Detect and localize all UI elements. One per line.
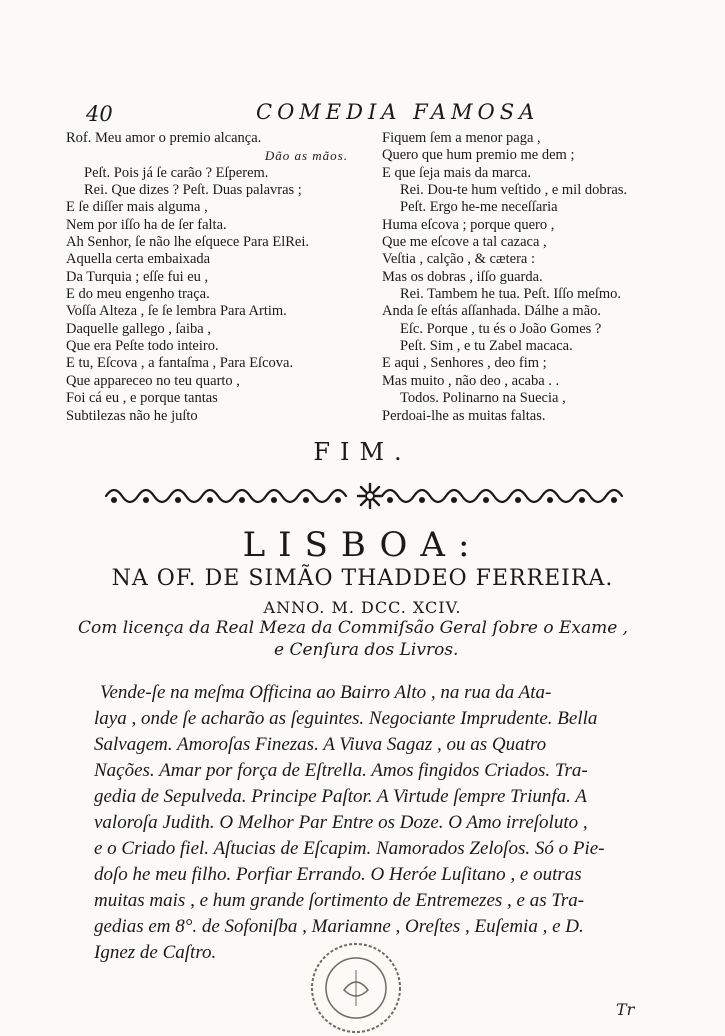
verse-line: Perdoai-lhe as muitas faltas. xyxy=(382,407,546,424)
verse-line: Que appareceo no teu quarto , xyxy=(66,372,240,389)
advertisement-line: Vende-ſe na meſma Officina ao Bairro Alto , na rua da Ata- xyxy=(100,682,552,703)
imprint-printer: NA OF. DE SIMÃO THADDEO FERREIRA. xyxy=(111,566,614,591)
running-title: COMEDIA FAMOSA xyxy=(256,100,540,124)
verse-line: Nem por iſſo ha de ſer falta. xyxy=(66,216,227,233)
verse-line: Aquella certa embaixada xyxy=(66,251,211,268)
verse-line: E do meu engenho traça. xyxy=(66,286,210,303)
verse-line: Voſſa Alteza , ſe ſe lembra Para Artim. xyxy=(66,303,287,320)
licence-line: Com licença da Real Meza da Commiſsão Geral ſobre o Exame , xyxy=(78,618,629,638)
advertisement-line: doſo he meu filho. Porfiar Errando. O Heróe Luſitano , e outras xyxy=(94,864,582,885)
verse-line: Huma eſcova ; porque quero , xyxy=(382,216,555,233)
advertisement-line: muitas mais , e hum grande ſortimento de Entremezes , e as Tra- xyxy=(94,890,585,911)
verse-line: E tu, Eſcova , a fantaſma , Para Eſcova. xyxy=(66,355,294,372)
verse-line: E ſe diſſer mais alguma , xyxy=(66,199,208,216)
imprint-year: ANNO. M. DCC. XCIV. xyxy=(263,598,462,617)
verse-line: Que era Peſte todo inteiro. xyxy=(66,338,219,355)
verse-line: Anda ſe eſtás aſſanhada. Dálhe a mão. xyxy=(382,303,602,320)
verse-line: Rei. Tambem he tua. Peſt. Iſſo meſmo. xyxy=(400,286,622,303)
advertisement-line: Ignez de Caſtro. xyxy=(94,942,217,963)
verse-line: Rof. Meu amor o premio alcança. xyxy=(66,130,262,146)
page-number: 40 xyxy=(86,102,113,126)
ornament-divider-icon xyxy=(100,478,640,514)
imprint-city: LISBOA: xyxy=(242,525,483,565)
advertisement-line: valoroſa Judith. O Melhor Par Entre os Doze. O Amo irreſoluto , xyxy=(94,812,588,833)
verse-line: Rei. Dou-te hum veſtido , e mil dobras. xyxy=(400,182,628,199)
verse-line: Da Turquia ; eſſe fui eu , xyxy=(66,268,209,285)
advertisement-line: Salvagem. Amoroſas Finezas. A Viuva Sagaz , ou as Quatro xyxy=(94,734,547,755)
licence-line: e Cenſura dos Livros. xyxy=(274,640,459,660)
verse-line: Ah Senhor, ſe não lhe eſquece Para ElRei. xyxy=(66,234,310,251)
verse-line: Eſc. Porque , tu és o João Gomes ? xyxy=(400,320,602,337)
verse-line: Foi cá eu , e porque tantas xyxy=(66,390,218,407)
advertisement-line: gedia de Sepulveda. Principe Paſtor. A Virtude ſempre Triunfa. A xyxy=(94,786,587,807)
signature-mark: Tr xyxy=(616,1000,635,1019)
advertisement-line: laya , onde ſe acharão as ſeguintes. Negociante Imprudente. Bella xyxy=(94,708,598,729)
stage-direction: Dão as mãos. xyxy=(264,148,348,164)
verse-line: Quero que hum premio me dem ; xyxy=(382,147,575,164)
verse-line: E que ſeja mais da marca. xyxy=(382,164,531,181)
advertisement-paragraph xyxy=(94,680,676,966)
verse-line: Daquelle gallego , ſaiba , xyxy=(66,320,211,337)
verse-column-right xyxy=(382,130,672,425)
verse-column-left xyxy=(66,130,366,425)
verse-line: Mas os dobras , iſſo guarda. xyxy=(382,268,543,285)
library-stamp-icon xyxy=(308,940,404,1036)
fim-heading: FIM. xyxy=(313,438,412,466)
verse-line: Veſtia , calção , & cætera : xyxy=(382,251,535,268)
verse-line: Que me eſcove a tal cazaca , xyxy=(382,234,547,251)
verse-line: Mas muito , não deo , acaba . . xyxy=(382,372,560,389)
page-header xyxy=(86,100,666,130)
verse-line: Peſt. Sim , e tu Zabel macaca. xyxy=(400,338,573,355)
verse-line: Todos. Polinarno na Suecia , xyxy=(400,390,566,407)
advertisement-line: e o Criado fiel. Aſtucias de Eſcapim. Namorados Zeloſos. Só o Pie- xyxy=(94,838,605,859)
verse-line: Peſt. Ergo he-me neceſſaria xyxy=(400,199,558,216)
advertisement-line: Nações. Amar por força de Eſtrella. Amos fingidos Criados. Tra- xyxy=(94,760,588,781)
advertisement-line: gedias em 8°. de Sofoniſba , Mariamne , Oreſtes , Euſemia , e D. xyxy=(94,916,584,937)
verse-line: Fiquem ſem a menor paga , xyxy=(382,130,541,146)
verse-line: E aqui , Senhores , deo fim ; xyxy=(382,355,547,372)
verse-line: Rei. Que dizes ? Peſt. Duas palavras ; xyxy=(84,182,302,199)
verse-line: Peſt. Pois já ſe carão ? Eſperem. xyxy=(84,164,269,181)
verse-line: Subtilezas não he juſto xyxy=(66,407,198,424)
